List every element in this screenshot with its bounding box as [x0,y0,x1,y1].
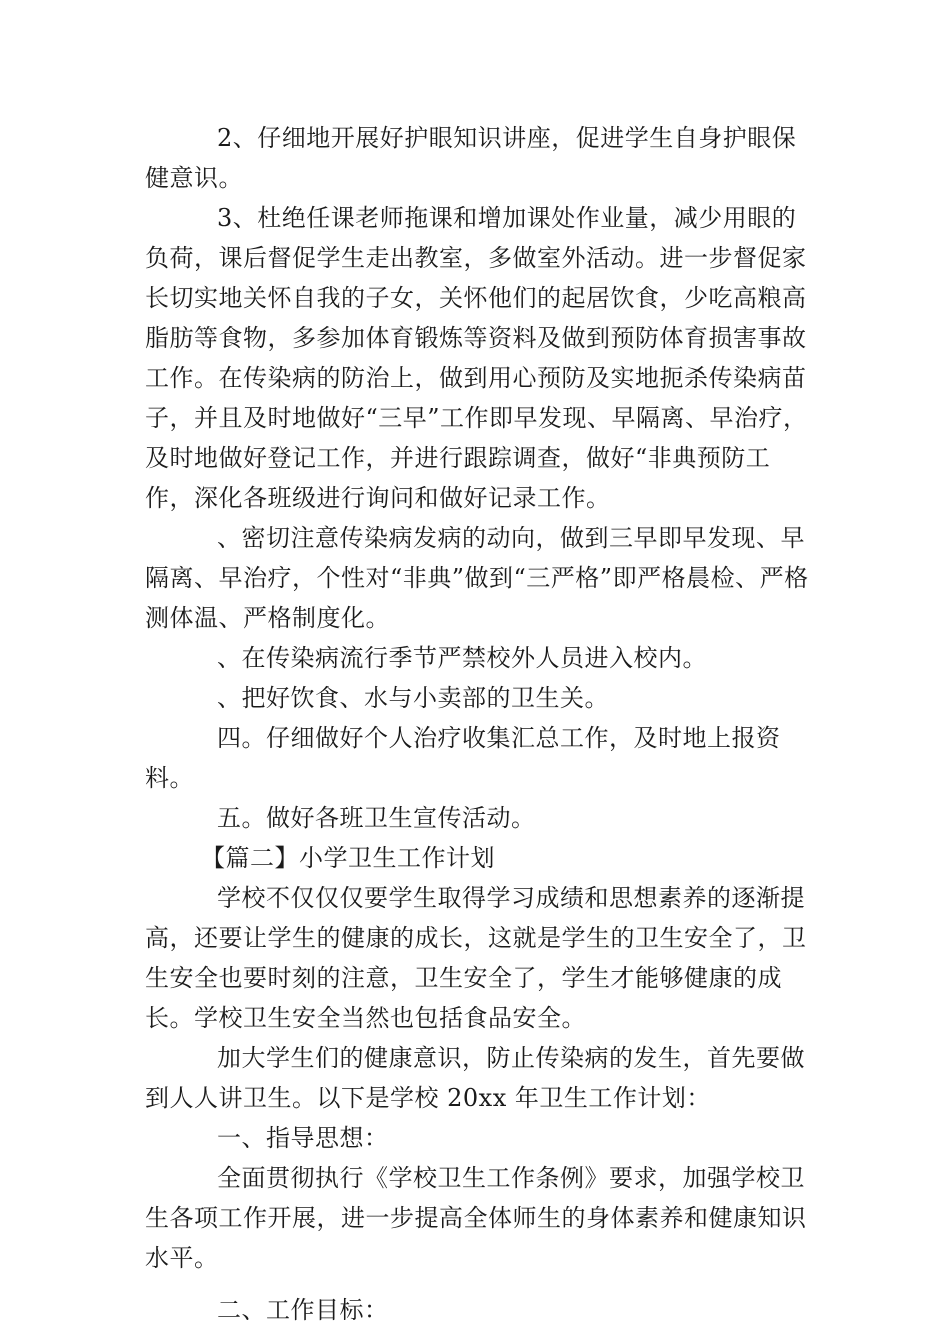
paragraph-health-awareness: 加大学生们的健康意识，防止传染病的发生，首先要做到人人讲卫生。以下是学校 20xx 年卫生工作计划： [145,1044,805,1112]
paragraph-section-five: 五。做好各班卫生宣传活动。 [217,804,536,832]
paragraph-school-safety: 学校不仅仅仅要学生取得学习成绩和思想素养的逐渐提高，还要让学生的健康的成长，这就是学生的卫生安全了，卫生安全也要时刻的注意，卫生安全了，学生才能够健康的成长。学校卫生安全当然也包括食品安全。 [145,884,807,1032]
paragraph-ban-outsiders: 、在传染病流行季节严禁校外人员进入校内。 [217,644,707,672]
paragraph-monitor-disease: 、密切注意传染病发病的动向，做到三早即早发现、早隔离、早治疗，个性对“非典”做到“三严格”即严格晨检、严格测体温、严格制度化。 [145,524,809,632]
paragraph-reduce-homework: 3、杜绝任课老师拖课和增加课处作业量，减少用眼的负荷，课后督促学生走出教室，多做室外活动。进一步督促家长切实地关怀自我的子女，关怀他们的起居饮食，少吃高粮高脂肪等食物，多参加体育锻炼等资料及做到预防体育损害事故工作。在传染病的防治上，做到用心预防及实地扼杀传染病苗子，并且及时地做好“三早”工作即早发现、早隔离、早治疗，及时地做好登记工作，并进行跟踪调查，做好“非典预防工作，深化各班级进行询问和做好记录工作。 [145,204,808,512]
paragraph-eye-lecture: 2、仔细地开展好护眼知识讲座，促进学生自身护眼保健意识。 [145,124,797,192]
paragraph-implement-regulations: 全面贯彻执行《学校卫生工作条例》要求，加强学校卫生各项工作开展，进一步提高全体师生的身体素养和健康知识水平。 [145,1164,807,1272]
heading-guiding-ideology: 一、指导思想： [217,1124,389,1152]
paragraph-section-four: 四。仔细做好个人治疗收集汇总工作，及时地上报资料。 [145,724,781,792]
paragraph-food-hygiene: 、把好饮食、水与小卖部的卫生关。 [217,684,609,712]
document-body [145,118,810,1330]
section-heading-part-two: 【篇二】小学卫生工作计划 [201,844,495,872]
heading-work-goals: 二、工作目标： [217,1296,389,1324]
